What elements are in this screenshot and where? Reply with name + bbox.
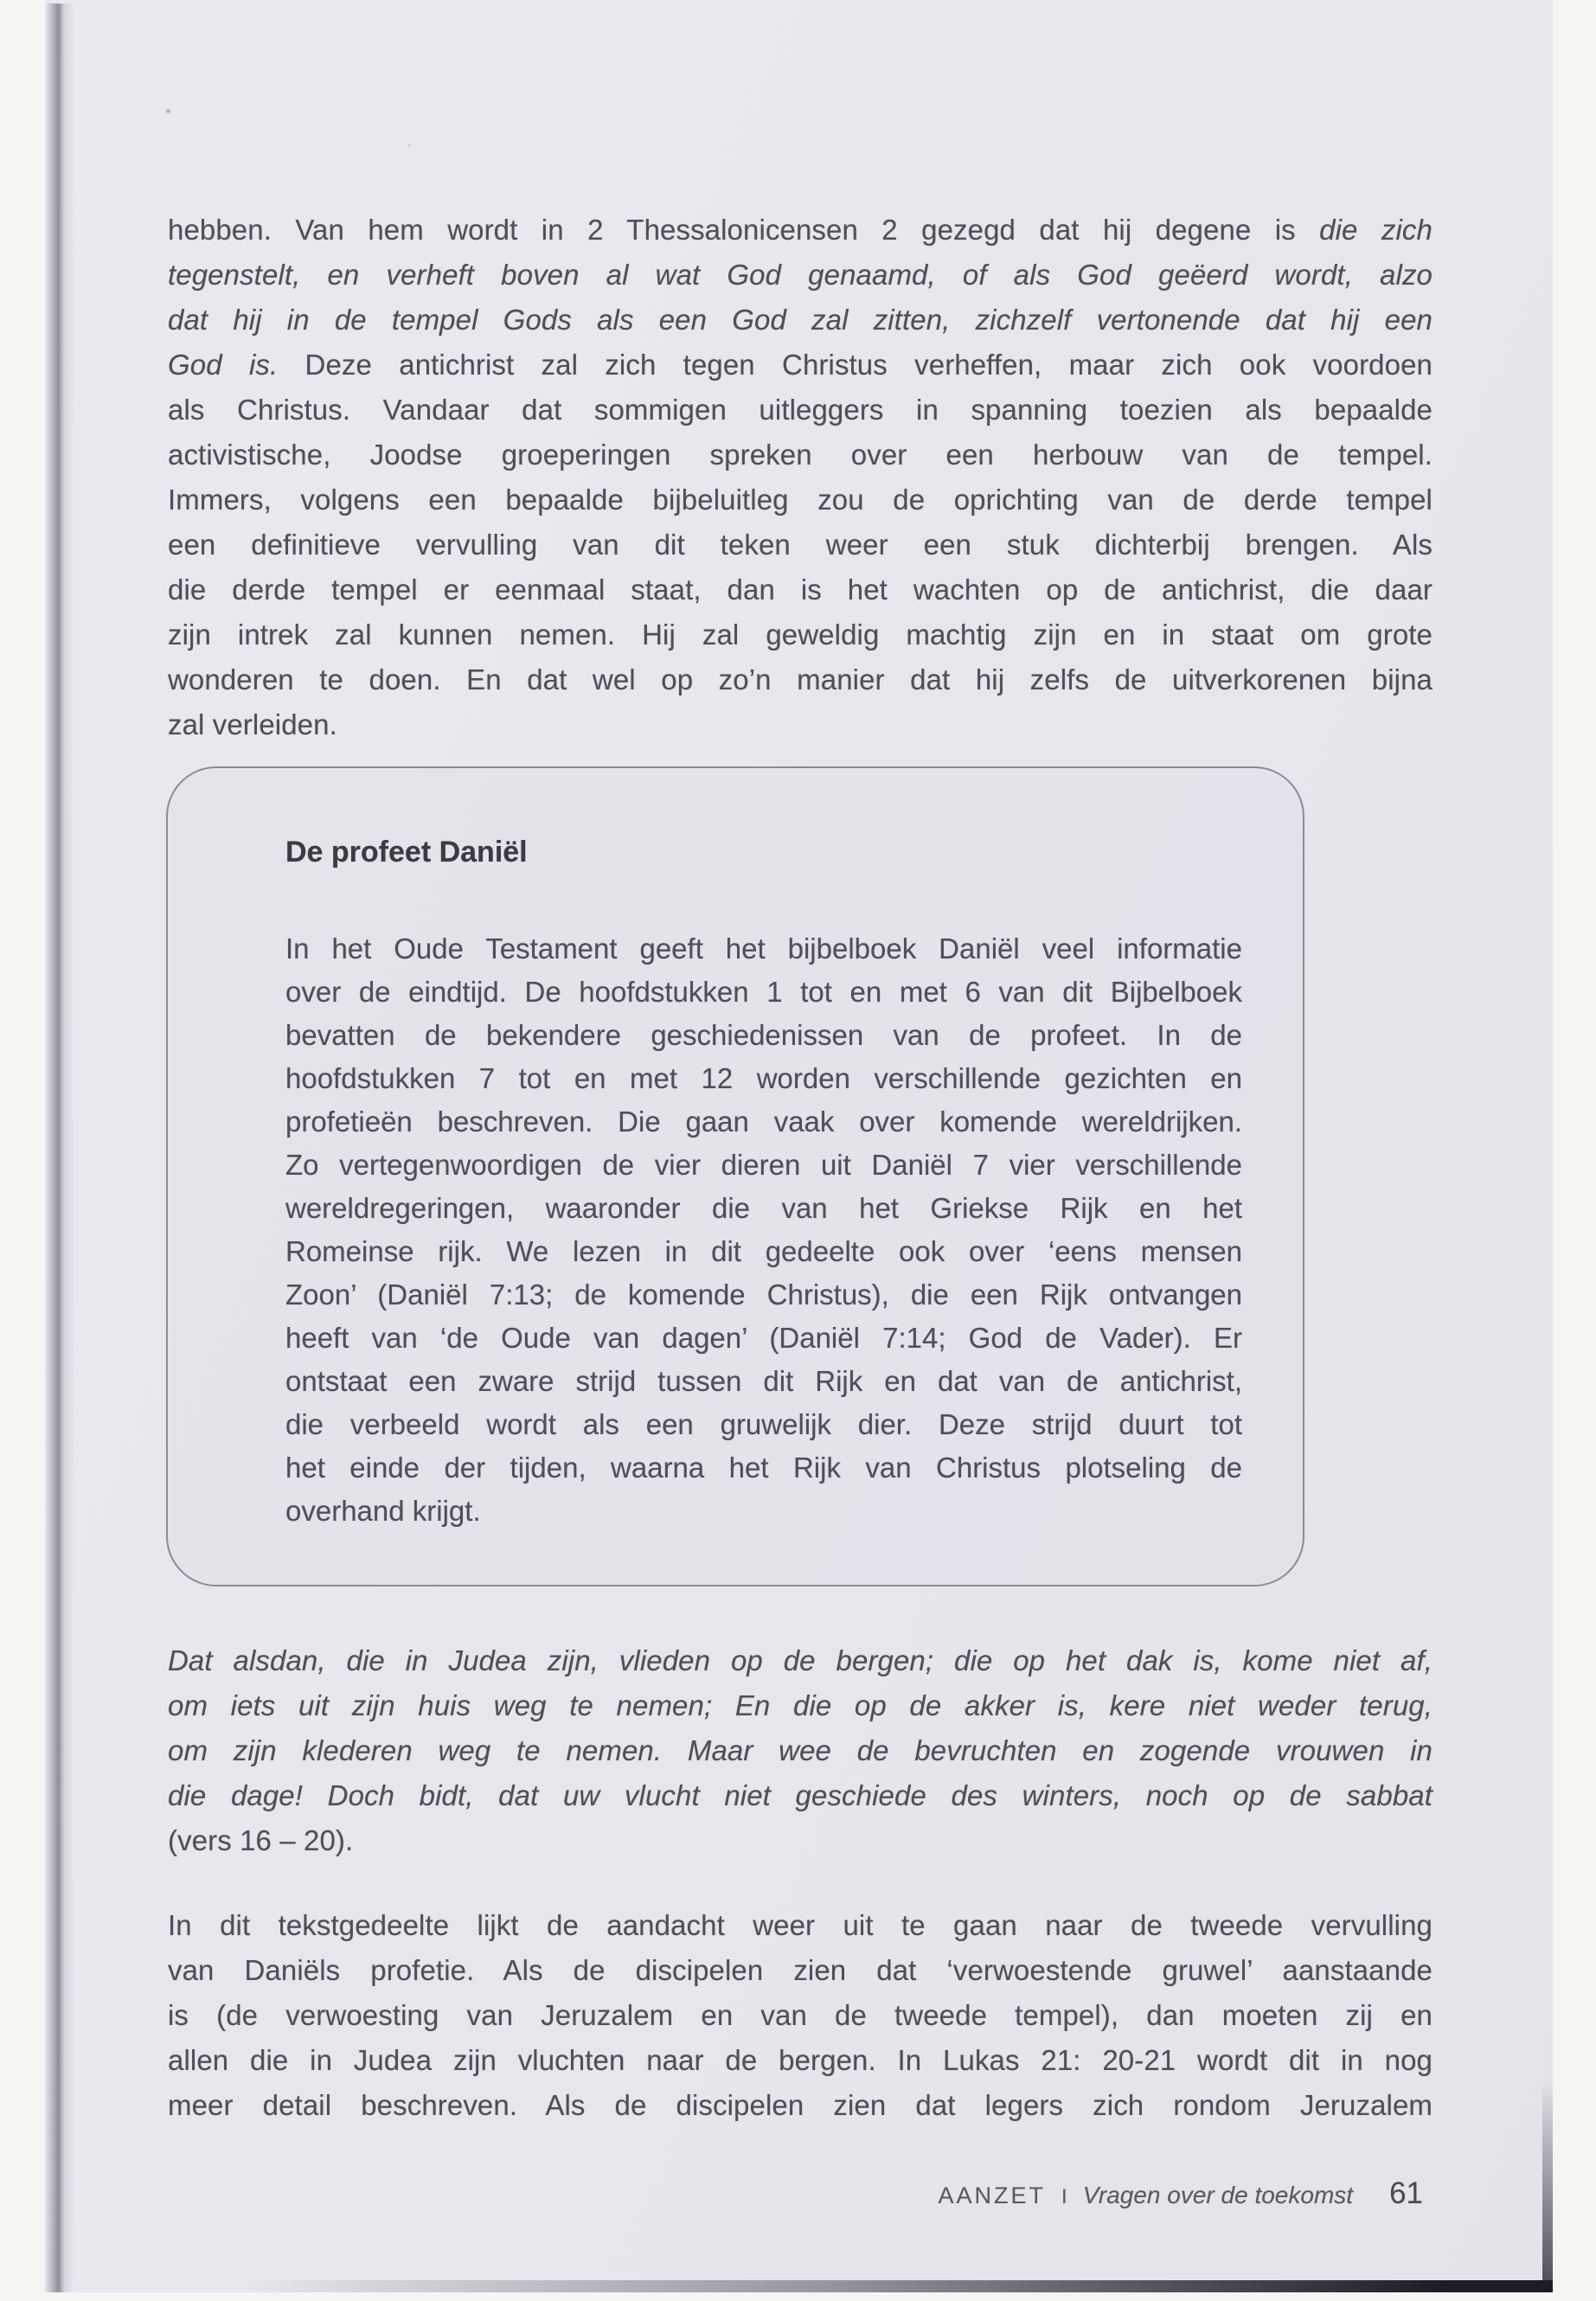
dust-speck [166,109,170,113]
text-line: Immers, volgens een bepaalde bijbeluitleg zou de oprichting van de derde tempel [168,484,1433,516]
text-line: een definitieve vervulling van dit teken weer een stuk dichterbij brengen. Als [168,529,1433,561]
page-number: 61 [1389,2176,1423,2210]
text-line: het einde der tijden, waarna het Rijk van Christus plotseling de [285,1452,1242,1484]
text-line: om zijn klederen weg te nemen. Maar wee de bevruchten en zogende vrouwen in [168,1734,1433,1766]
text-line: Zo vertegenwoordigen de vier dieren uit Daniël 7 vier verschillende [285,1149,1242,1181]
book-binding-shadow [45,3,74,2292]
text-line: Romeinse rijk. We lezen in dit gedeelte ook over ‘eens mensen [285,1235,1242,1267]
text-line: zal verleiden. [168,708,337,740]
text-line: meer detail beschreven. Als de discipelen zien dat legers zich rondom Jeruzalem [168,2089,1433,2121]
text-line: zijn intrek zal kunnen nemen. Hij zal geweldig machtig zijn en in staat om grote [168,619,1433,651]
text-line: In het Oude Testament geeft het bijbelboek Daniël veel informatie [285,933,1242,965]
text-line: overhand krijgt. [285,1495,481,1527]
book-title: AANZET [938,2182,1047,2208]
text-line: God is. Deze antichrist zal zich tegen Christus verheffen, maar zich ook voordoen [168,349,1433,381]
page-edge-right [1542,2080,1553,2287]
intro-paragraph [168,208,1433,747]
text-line: In dit tekstgedeelte lijkt de aandacht weer uit te gaan naar de tweede vervulling [168,1909,1433,1941]
info-box-body [285,927,1242,1533]
page-footer [939,2176,1423,2211]
text-line: activistische, Joodse groeperingen spreken over een herbouw van de tempel. [168,439,1433,471]
text-line: om iets uit zijn huis weg te nemen; En die op de akker is, kere niet weder terug, [168,1689,1433,1721]
text-line: tegenstelt, en verheft boven al wat God genaamd, of als God geëerd wordt, alzo [168,259,1433,291]
text-line: wereldregeringen, waaronder die van het Griekse Rijk en het [285,1192,1242,1224]
text-line: hoofdstukken 7 tot en met 12 worden verschillende gezichten en [285,1062,1242,1094]
text-line: die verbeeld wordt als een gruwelijk dier. Deze strijd duurt tot [285,1408,1242,1440]
text-line: bevatten de bekendere geschiedenissen van de profeet. In de [285,1019,1242,1051]
text-line: die dage! Doch bidt, dat uw vlucht niet geschiede des winters, noch op de sabbat [168,1779,1433,1811]
text-line: Dat alsdan, die in Judea zijn, vlieden op de bergen; die op het dak is, kome niet af, [168,1644,1433,1676]
dust-speck [408,144,411,146]
text-line: dat hij in de tempel Gods als een God zal zitten, zichzelf vertonende dat hij een [168,304,1433,336]
text-line: wonderen te doen. En dat wel op zo’n manier dat hij zelfs de uitverkorenen bijna [168,663,1433,695]
text-line: als Christus. Vandaar dat sommigen uitleggers in spanning toezien als bepaalde [168,394,1433,426]
text-line: van Daniëls profetie. Als de discipelen zien dat ‘verwoestende gruwel’ aanstaande [168,1954,1433,1986]
text-line: hebben. Van hem wordt in 2 Thessalonicensen 2 gezegd dat hij degene is die zich [168,214,1433,246]
footer-separator: I [1061,2185,1067,2208]
info-box-title: De profeet Daniël [285,836,528,868]
text-line: ontstaat een zware strijd tussen dit Rijk en dat van de antichrist, [285,1365,1242,1397]
closing-paragraph [168,1903,1433,2128]
info-box [166,766,1304,1586]
chapter-title: Vragen over de toekomst [1082,2182,1354,2208]
text-line: profetieën beschreven. Die gaan vaak over komende wereldrijken. [285,1106,1242,1138]
text-line: is (de verwoesting van Jeruzalem en van de tweede tempel), dan moeten zij en [168,1999,1433,2031]
text-line: Zoon’ (Daniël 7:13; de komende Christus), die een Rijk ontvangen [285,1279,1242,1311]
text-line: over de eindtijd. De hoofdstukken 1 tot en met 6 van dit Bijbelboek [285,976,1242,1008]
text-line: heeft van ‘de Oude van dagen’ (Daniël 7:14; God de Vader). Er [285,1322,1242,1354]
text-line: allen die in Judea zijn vluchten naar de bergen. In Lukas 21: 20-21 wordt dit in nog [168,2044,1433,2076]
scripture-quote [168,1638,1433,1863]
page-surface [45,0,1553,2292]
text-line: die derde tempel er eenmaal staat, dan is het wachten op de antichrist, die daar [168,574,1433,606]
page-edge-bottom [244,2280,1553,2292]
text-line: (vers 16 – 20). [168,1824,354,1856]
